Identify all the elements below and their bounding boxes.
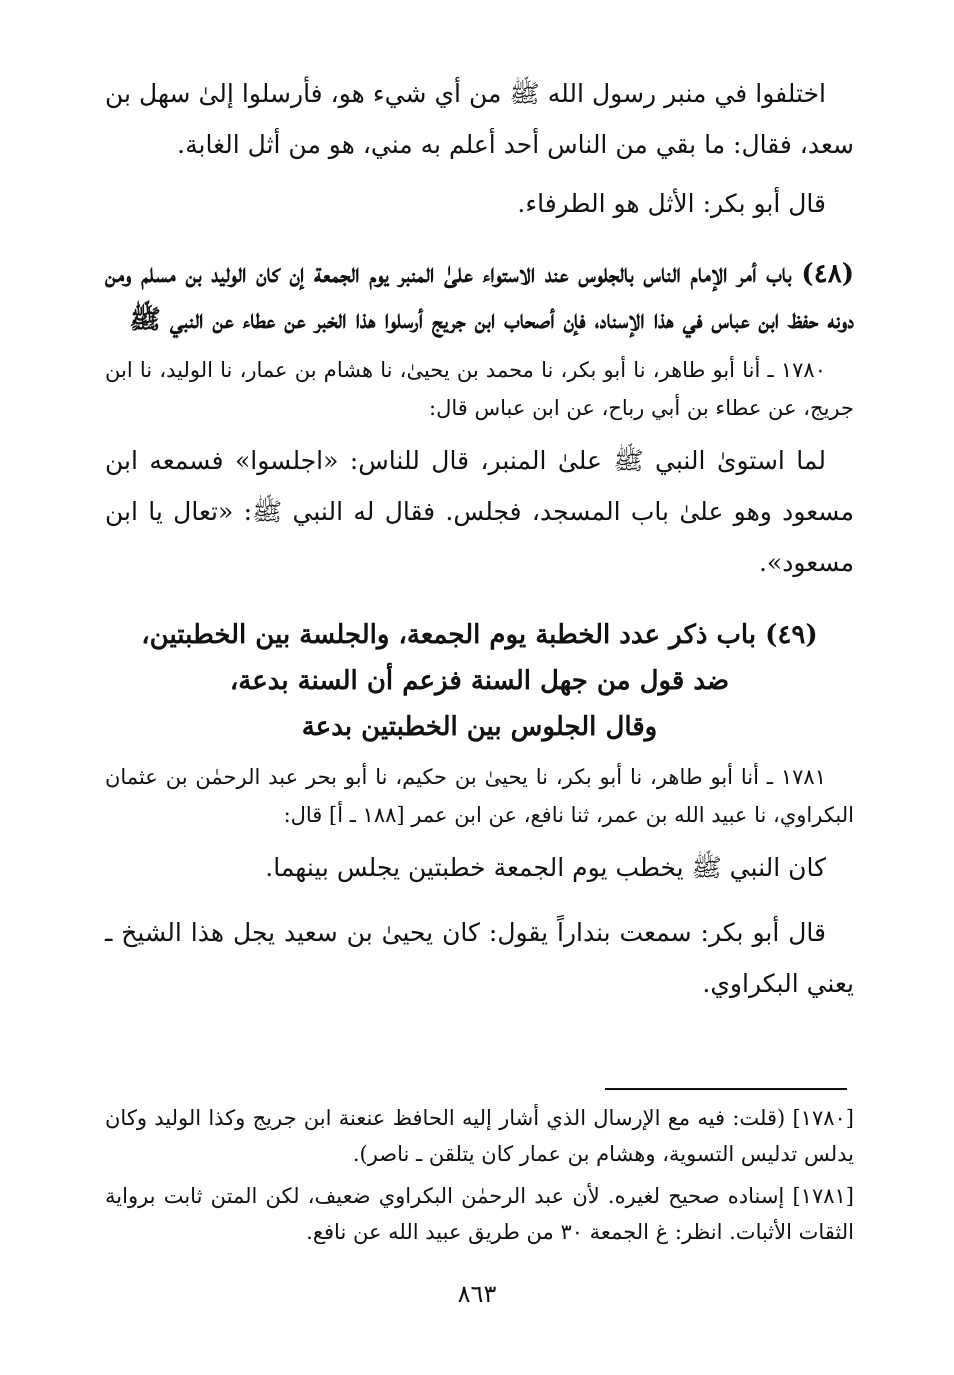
chapter-heading-48: (٤٨) باب أمر الإمام الناس بالجلوس عند الاستواء علىٰ المنبر يوم الجمعة إن كان الوليد بن مسلم ومن دونه حفظ ابن عباس في هذا الإسناد، فإن أصحاب ابن جريج أرسلوا هذا الخبر عن عطاء عن النبي ﷺ (105, 259, 854, 335)
chapter-heading-49-line-1: (٤٩) باب ذكر عدد الخطبة يوم الجمعة، والجلسة بين الخطبتين، (141, 620, 818, 650)
hadith-1780-isnad: ١٧٨٠ ـ أنا أبو طاهر، نا أبو بكر، نا محمد بن يحيىٰ، نا هشام بن عمار، نا الوليد، نا ابن جريج، عن عطاء بن أبي رباح، عن ابن عباس قال: (105, 358, 854, 420)
hadith-1781-isnad: ١٧٨١ ـ أنا أبو طاهر، نا أبو بكر، نا يحيىٰ بن حكيم، نا أبو بحر عبد الرحمٰن بن عثمان البكراوي، نا عبيد الله بن عمر، ثنا نافع، عن ابن عمر [١٨٨ ـ أ] قال: (105, 765, 854, 827)
chapter-heading-49-line-3: وقال الجلوس بين الخطبتين بدعة (301, 712, 658, 742)
paragraph-opening: اختلفوا في منبر رسول الله ﷺ من أي شيء هو، فأرسلوا إلىٰ سهل بن سعد، فقال: ما بقي من الناس أحد أعلم به مني، هو من أثل الغابة. (105, 79, 854, 159)
footnote-separator (605, 1088, 847, 1090)
footnotes (105, 1100, 854, 1250)
hadith-1780-matn: لما استوىٰ النبي ﷺ علىٰ المنبر، قال للناس: «اجلسوا» فسمعه ابن مسعود وهو علىٰ باب المسجد، فجلس. فقال له النبي ﷺ: «تعال يا ابن مسعود». (105, 446, 854, 577)
footnote-1781: [١٧٨١] إسناده صحيح لغيره. لأن عبد الرحمٰن البكراوي ضعيف، لكن المتن ثابت برواية الثقات الأثبات. انظر: غ الجمعة ٣٠ من طريق عبيد الله عن نافع. (105, 1184, 854, 1244)
paragraph-abu-bakr-note: قال أبو بكر: الأثل هو الطرفاء. (517, 189, 826, 218)
paragraph-closing: قال أبو بكر: سمعت بنداراً يقول: كان يحيىٰ بن سعيد يجل هذا الشيخ ـ يعني البكراوي. (105, 918, 854, 998)
footnote-1780: [١٧٨٠] (قلت: فيه مع الإرسال الذي أشار إليه الحافظ عنعنة ابن جريج وكذا الوليد وكان يدلس تدليس التسوية، وهشام بن عمار كان يتلقن ـ ناصر). (105, 1106, 854, 1166)
page-number: ٨٦٣ (457, 1280, 497, 1308)
chapter-heading-49-line-2: ضد قول من جهل السنة فزعم أن السنة بدعة، (229, 666, 730, 696)
hadith-1781-matn: كان النبي ﷺ يخطب يوم الجمعة خطبتين يجلس بينهما. (265, 853, 826, 882)
